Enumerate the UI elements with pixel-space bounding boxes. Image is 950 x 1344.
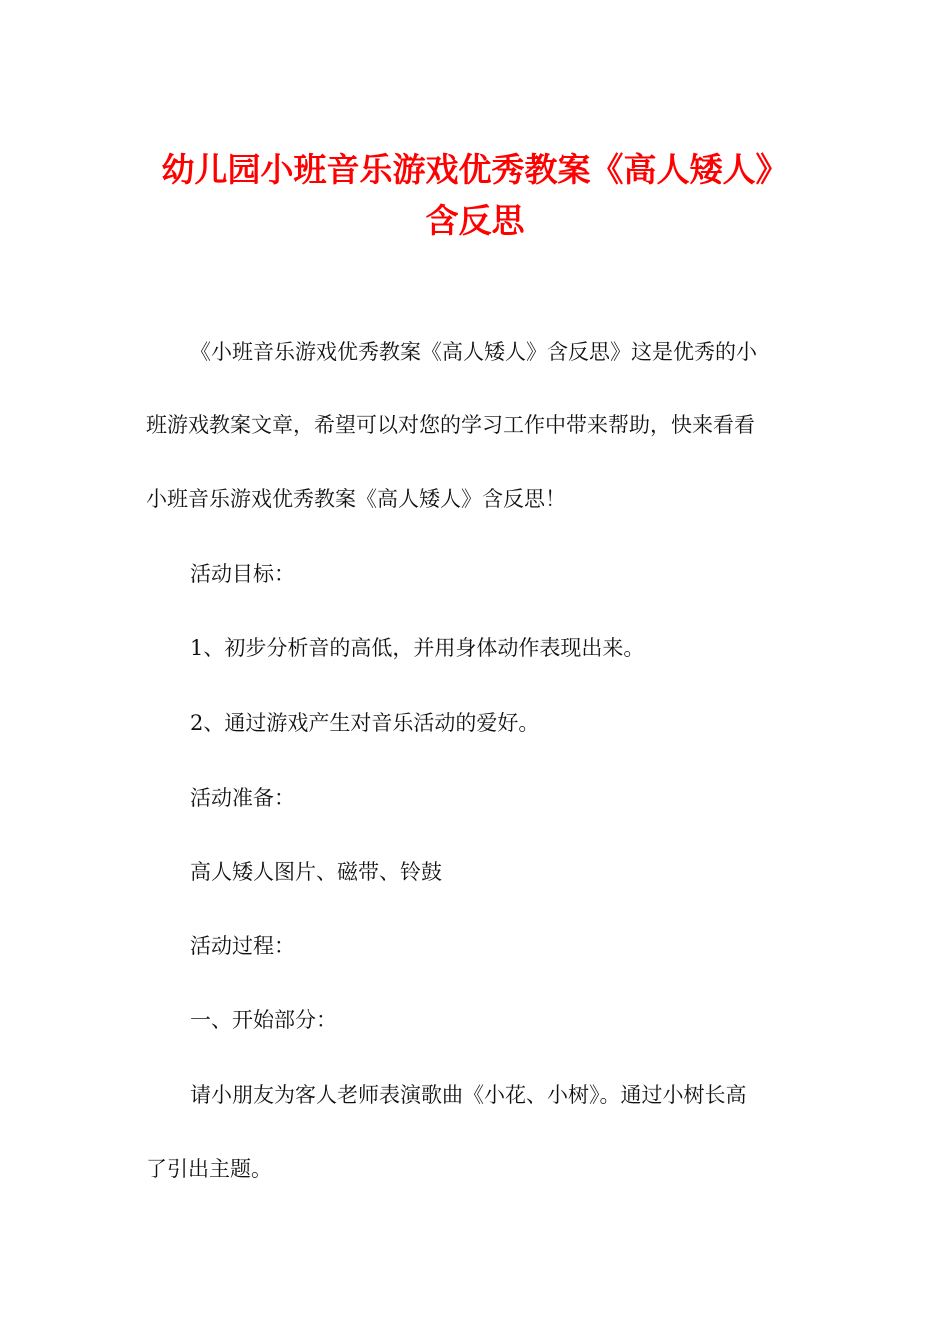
process-paragraph-line-2: 了引出主题。 [146, 1157, 272, 1181]
intro-paragraph-line-2: 班游戏教案文章，希望可以对您的学习工作中带来帮助，快来看看 [146, 413, 755, 437]
process-paragraph-line-1: 请小朋友为客人老师表演歌曲《小花、小树》。通过小树长高 [190, 1083, 747, 1107]
section-heading-goals: 活动目标： [190, 562, 295, 586]
goal-item-2: 2、通过游戏产生对音乐活动的爱好。 [190, 711, 540, 735]
intro-paragraph-line-3: 小班音乐游戏优秀教案《高人矮人》含反思！ [146, 487, 566, 511]
intro-paragraph-line-1: 《小班音乐游戏优秀教案《高人矮人》含反思》这是优秀的小 [190, 340, 757, 364]
preparation-items: 高人矮人图片、磁带、铃鼓 [190, 860, 442, 884]
document-title-line-1: 幼儿园小班音乐游戏优秀教案《高人矮人》 [161, 150, 789, 189]
process-part-1-heading: 一、开始部分： [190, 1008, 337, 1032]
section-heading-preparation: 活动准备： [190, 786, 295, 810]
section-heading-process: 活动过程： [190, 934, 295, 958]
document-title-line-2: 含反思 [425, 201, 525, 240]
goal-item-1: 1、初步分析音的高低，并用身体动作表现出来。 [190, 636, 645, 660]
